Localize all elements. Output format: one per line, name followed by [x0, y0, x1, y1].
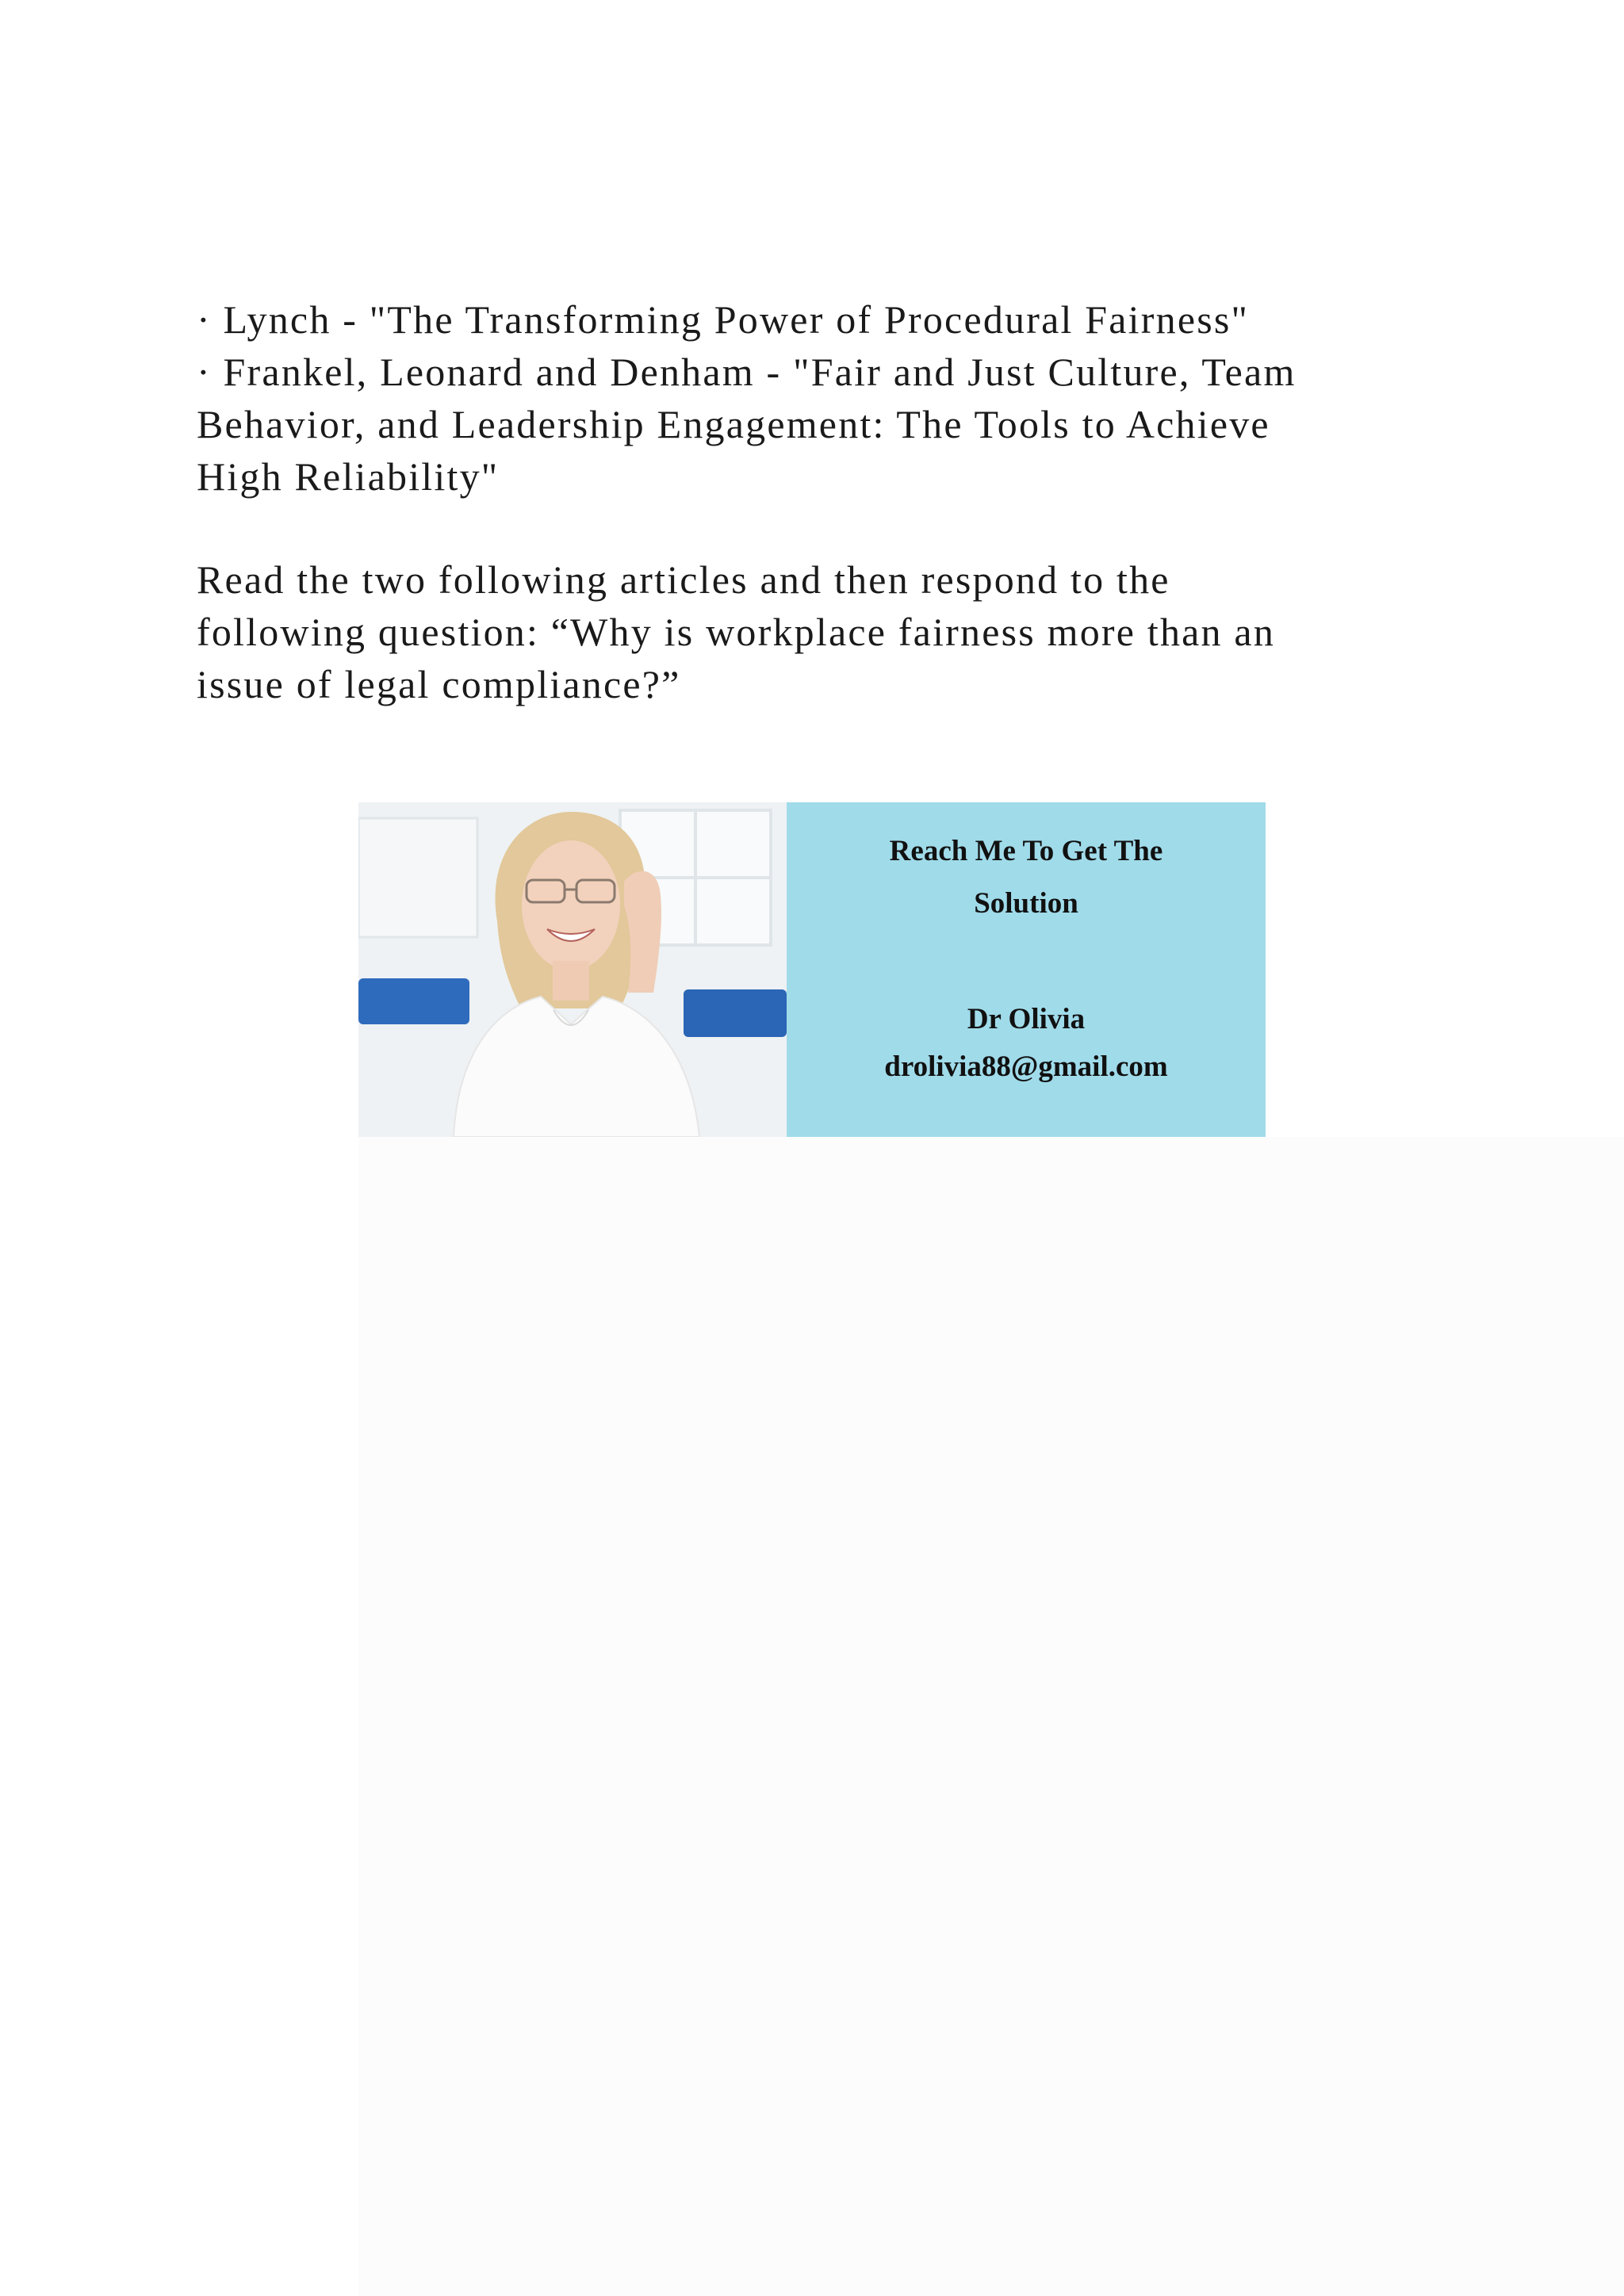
reference-line-1: · Lynch - "The Transforming Power of Procedural Fairness"	[197, 297, 1250, 342]
contact-email-link[interactable]: drolivia88@gmail.com	[884, 1050, 1168, 1083]
blank-image-area	[358, 1137, 1624, 2296]
reference-line-4: High Reliability"	[197, 454, 500, 499]
contact-name: Dr Olivia	[967, 1003, 1086, 1035]
reference-line-3: Behavior, and Leadership Engagement: The Tools to Achieve	[197, 402, 1270, 446]
prompt-line-3: issue of legal compliance?”	[197, 662, 681, 706]
document-body	[197, 293, 1434, 710]
woman-portrait-image	[358, 802, 787, 1137]
contact-banner[interactable]	[358, 802, 1266, 1137]
reference-line-2: · Frankel, Leonard and Denham - "Fair and Just Culture, Team	[197, 350, 1297, 394]
banner-headline-line2: Solution	[974, 887, 1078, 920]
banner-headline-line1: Reach Me To Get The	[889, 835, 1163, 867]
prompt-line-1: Read the two following articles and then respond to the	[197, 557, 1170, 602]
portrait-illustration	[358, 802, 787, 1137]
paragraph-gap	[197, 503, 1434, 553]
prompt-line-2: following question: “Why is workplace fairness more than an	[197, 610, 1276, 654]
contact-info-panel	[787, 802, 1266, 1137]
